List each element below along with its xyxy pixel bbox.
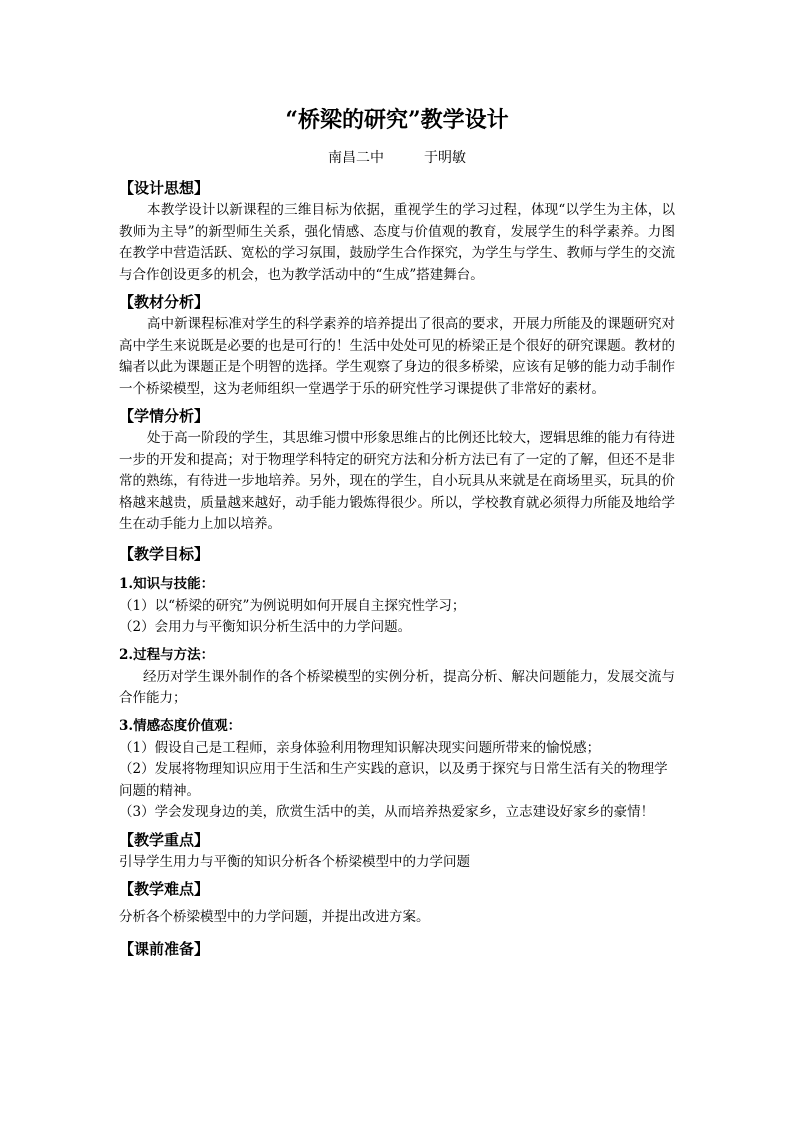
author-name: 于明敏 xyxy=(424,150,466,166)
list-item: （2）发展将物理知识应用于生活和生产实践的意识，以及勇于探究与日常生活有关的物理学问题的精神。 xyxy=(119,761,668,799)
subheading-emotion-values: 3.情感态度价值观： xyxy=(119,717,242,734)
process-method-text: 经历对学生课外制作的各个桥梁模型的实例分析，提高分析、解决问题能力，发展交流与合作能力； xyxy=(119,668,675,706)
subheading-knowledge-skills: 1.知识与技能： xyxy=(119,575,215,592)
section-heading-objectives: 【教学目标】 xyxy=(119,544,210,563)
section-heading-difficulties: 【教学难点】 xyxy=(119,880,210,898)
difficulties-text: 分析各个桥梁模型中的力学问题，并提出改进方案。 xyxy=(119,909,430,925)
section-heading-material-analysis: 【教材分析】 xyxy=(119,293,210,311)
student-analysis-text: 处于高一阶段的学生，其思维习惯中形象思维占的比例还比较大，逻辑思维的能力有待进一步的开发和提高；对于物理学科特定的研究方法和分析方法已有了一定的了解，但还不是非常的熟练，有待进一步地培养。另外，现在的学生，自小玩具从来就是在商场里买，玩具的价格越来越贵，质量越来越好，动手能力锻炼得很少。所以，学校教育就必须得力所能及地给学生在动手能力上加以培养。 xyxy=(119,430,675,532)
section-heading-student-analysis: 【学情分析】 xyxy=(119,407,210,425)
key-points-text: 引导学生用力与平衡的知识分析各个桥梁模型中的力学问题 xyxy=(119,853,470,870)
subheading-process-method: 2.过程与方法： xyxy=(119,646,215,663)
section-heading-key-points: 【教学重点】 xyxy=(119,830,210,849)
list-item: （3）学会发现身边的美，欣赏生活中的美，从而培养热爱家乡，立志建设好家乡的豪情！ xyxy=(119,804,655,820)
list-item: （1）以“桥梁的研究”为例说明如何开展自主探究性学习； xyxy=(119,597,466,614)
section-heading-preparation: 【课前准备】 xyxy=(119,939,210,958)
author-school: 南昌二中 xyxy=(328,150,384,166)
document-page xyxy=(119,96,675,961)
list-item: （2）会用力与平衡知识分析生活中的力学问题。 xyxy=(119,619,412,635)
design-idea-text: 本教学设计以新课程的三维目标为依据，重视学生的学习过程，体现“以学生为主体，以教师为主导”的新型师生关系，强化情感、态度与价值观的教育，发展学生的科学素养。力图在教学中营造活跃、宽松的学习氛围，鼓励学生合作探究，为学生与学生、教师与学生的交流与合作创设更多的机会，也为教学活动中的“生成”搭建舞台。 xyxy=(119,202,675,283)
author-line xyxy=(119,148,675,168)
section-heading-design-idea: 【设计思想】 xyxy=(119,179,210,197)
document-title: “桥梁的研究”教学设计 xyxy=(285,107,509,133)
list-item: （1）假设自己是工程师，亲身体验利用物理知识解决现实问题所带来的愉悦感； xyxy=(119,739,601,756)
material-analysis-text: 高中新课程标准对学生的科学素养的培养提出了很高的要求，开展力所能及的课题研究对高中学生来说既是必要的也是可行的！生活中处处可见的桥梁正是个很好的研究课题。教材的编者以此为课题正是个明智的选择。学生观察了身边的很多桥梁，应该有足够的能力动手制作一个桥梁模型，这为老师组织一堂遇学于乐的研究性学习课提供了非常好的素材。 xyxy=(119,316,675,397)
